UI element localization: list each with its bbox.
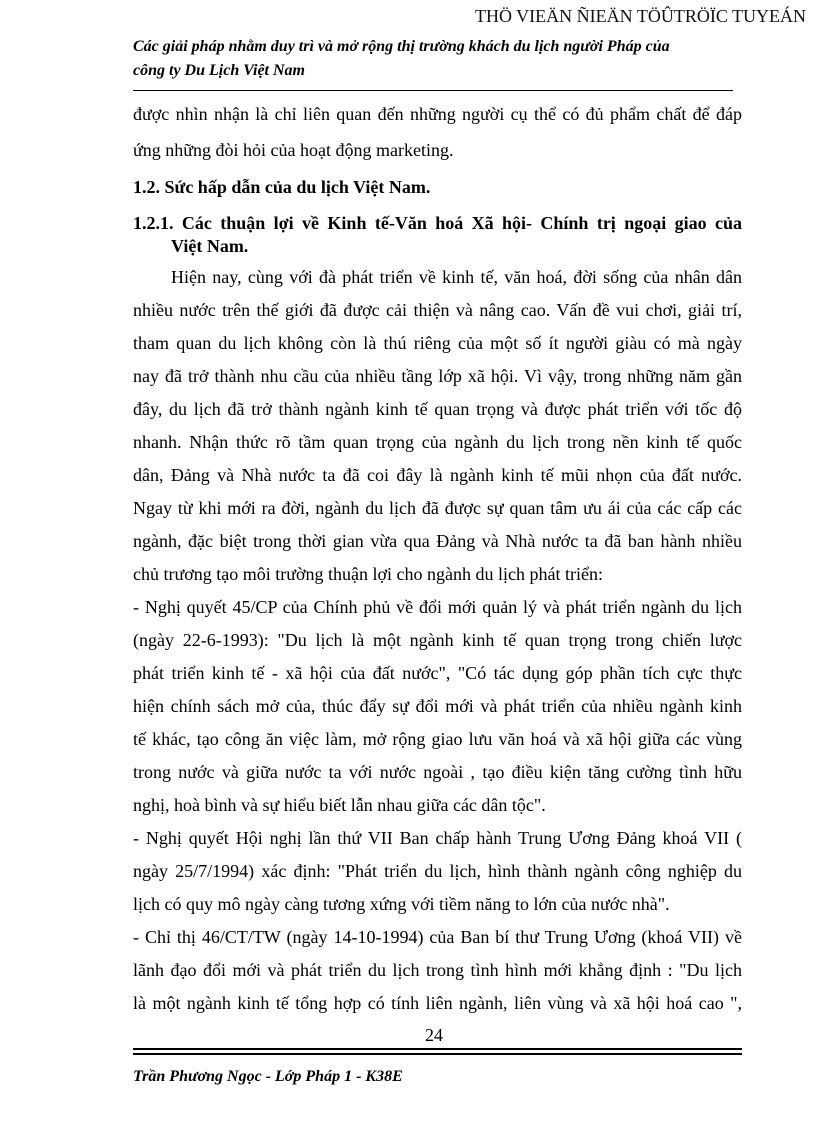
intro-line: được nhìn nhận là chỉ liên quan đến những người cụ thể có đủ phẩm chất để đáp xyxy=(133,104,742,124)
body-line: ngày 25/7/1994) xác định: "Phát triển du lịch, hình thành ngành công nghiệp du xyxy=(133,861,742,881)
body-line: tham quan du lịch không còn là thú riêng của một số ít người giàu có mà ngày xyxy=(133,333,742,353)
page-number: 24 xyxy=(425,1025,443,1045)
body-line: đây, du lịch đã trở thành ngành kinh tế quan trọng và được phát triển với tốc độ xyxy=(133,399,742,419)
body-line: ngành, đặc biệt trong thời gian vừa qua Đảng và Nhà nước ta đã ban hành nhiều xyxy=(133,531,742,551)
footer-author: Trần Phương Ngọc - Lớp Pháp 1 - K38E xyxy=(133,1068,403,1085)
intro-line: ứng những đòi hỏi của hoạt động marketing. xyxy=(133,140,454,160)
header-rule xyxy=(133,90,733,91)
header-title-line2: công ty Du Lịch Việt Nam xyxy=(133,62,305,79)
subsection-heading: 1.2.1. Các thuận lợi về Kinh tế-Văn hoá Xã hội- Chính trị ngoại giao của xyxy=(133,213,742,233)
body-line: nay đã trở thành nhu cầu của nhiều tầng lớp xã hội. Vì vậy, trong những năm gần xyxy=(133,366,742,386)
body-line: lãnh đạo đổi mới và phát triển du lịch trong tình hình mới khẳng định : "Du lịch xyxy=(133,960,742,980)
subsection-heading-cont: Việt Nam. xyxy=(171,236,249,256)
body-line: - Nghị quyết Hội nghị lần thứ VII Ban chấp hành Trung Ương Đảng khoá VII ( xyxy=(133,828,742,848)
body-line: - Nghị quyết 45/CP của Chính phủ về đổi mới quản lý và phát triển ngành du lịch xyxy=(133,597,742,617)
body-line: tế khác, tạo công ăn việc làm, mở rộng giao lưu văn hoá và xã hội giữa các vùng xyxy=(133,729,742,749)
body-line: Hiện nay, cùng với đà phát triển về kinh tế, văn hoá, đời sống của nhân dân xyxy=(171,267,742,287)
body-line: nhanh. Nhận thức rõ tầm quan trọng của ngành du lịch trong nền kinh tế quốc xyxy=(133,432,742,452)
body-line: dân, Đảng và Nhà nước ta đã coi đây là ngành kinh tế mũi nhọn của đất nước. xyxy=(133,465,742,485)
section-heading: 1.2. Sức hấp dẫn của du lịch Việt Nam. xyxy=(133,177,431,197)
header-title-line1: Các giải pháp nhằm duy trì và mở rộng thị trường khách du lịch người Pháp của xyxy=(133,38,670,55)
body-line: (ngày 22-6-1993): "Du lịch là một ngành kinh tế quan trọng trong chiến lược xyxy=(133,630,742,650)
body-line: hiện chính sách mở của, thúc đẩy sự đổi mới và phát triển của nhiều ngành kinh xyxy=(133,696,742,716)
body-line: trong nước và giữa nước ta với nước ngoài , tạo điều kiện tăng cường tình hữu xyxy=(133,762,742,782)
footer-rule xyxy=(133,1048,742,1055)
body-line: Ngay từ khi mới ra đời, ngành du lịch đã được sự quan tâm ưu ái của các cấp các xyxy=(133,498,742,518)
body-line: phát triển kinh tế - xã hội của đất nước", "Có tác dụng góp phần tích cực thực xyxy=(133,663,742,683)
body-line: - Chỉ thị 46/CT/TW (ngày 14-10-1994) của Ban bí thư Trung Ương (khoá VII) về xyxy=(133,927,742,947)
body-line: lịch có quy mô ngày càng tương xứng với tiềm năng to lớn của nước nhà". xyxy=(133,894,670,914)
watermark: THÖ VIEÄN ÑIEÄN TÖÛTRÖÏC TUYEÁN xyxy=(475,6,806,26)
body-line: nghị, hoà bình và sự hiểu biết lẫn nhau giữa các dân tộc". xyxy=(133,795,546,815)
body-line: chủ trương tạo môi trường thuận lợi cho ngành du lịch phát triển: xyxy=(133,564,603,584)
body-line: là một ngành kinh tế tổng hợp có tính liên ngành, liên vùng và xã hội hoá cao ", xyxy=(133,993,742,1013)
body-line: nhiều nước trên thế giới đã được cải thiện và nâng cao. Vấn đề vui chơi, giải trí, xyxy=(133,300,742,320)
